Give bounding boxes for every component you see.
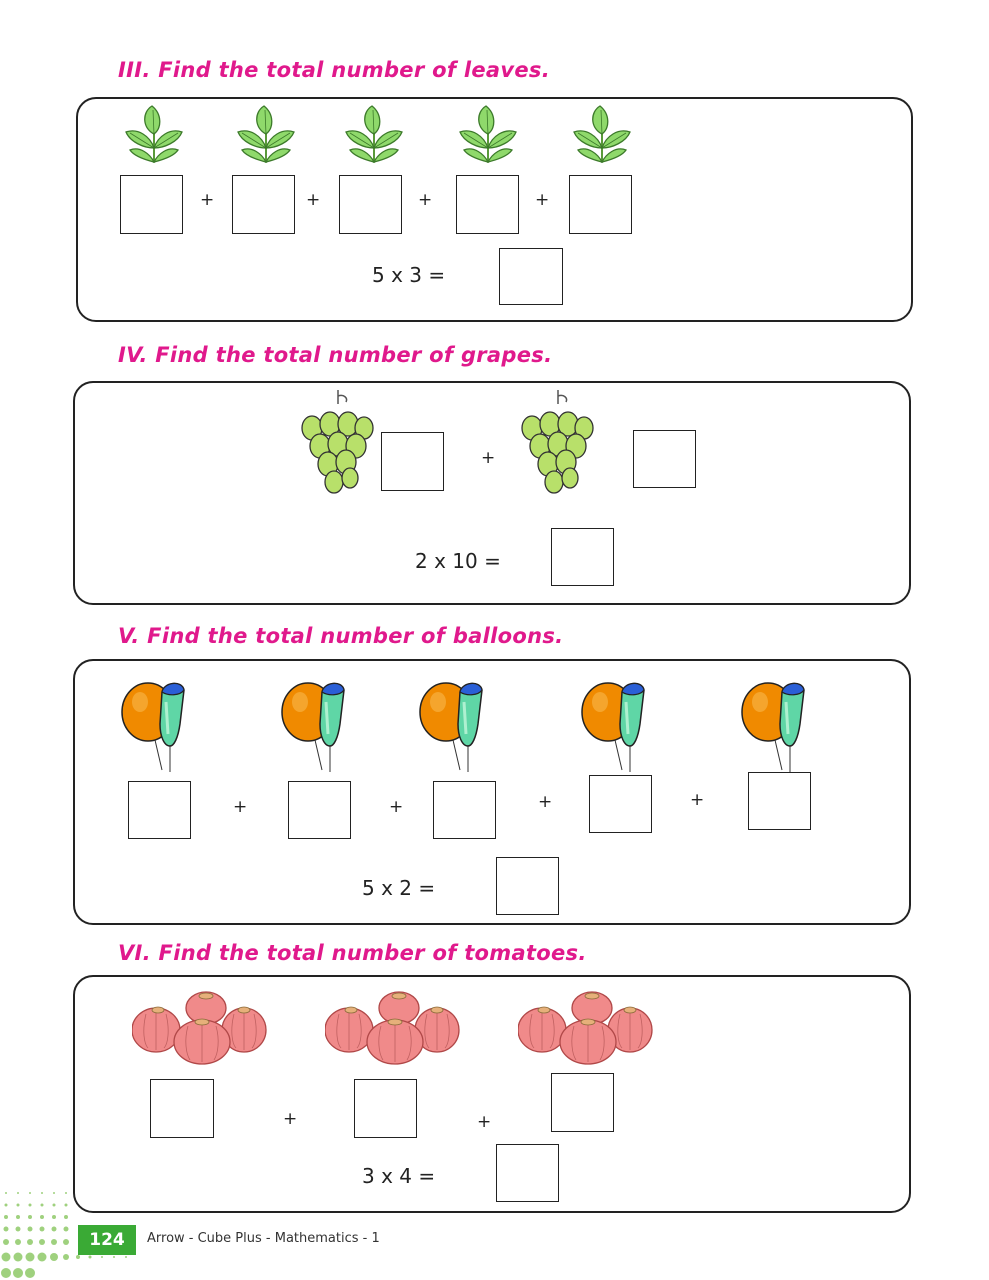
plus-sign: +	[477, 1112, 492, 1132]
equation: 2 x 10 =	[415, 549, 501, 573]
section-heading-balloons: V. Find the total number of balloons.	[118, 624, 564, 648]
leaf-sprig-icon	[458, 104, 518, 164]
plus-sign: +	[306, 190, 321, 210]
answer-box[interactable]	[456, 175, 519, 234]
result-box[interactable]	[551, 528, 614, 586]
leaf-sprig-icon	[344, 104, 404, 164]
tomato-pile-icon	[325, 990, 465, 1068]
book-title: Arrow - Cube Plus - Mathematics - 1	[147, 1231, 380, 1246]
page-number: 124	[78, 1225, 136, 1255]
answer-box[interactable]	[551, 1073, 614, 1132]
leaf-sprig-icon	[572, 104, 632, 164]
answer-box[interactable]	[232, 175, 295, 234]
tomato-pile-icon	[518, 990, 658, 1068]
answer-box[interactable]	[748, 772, 811, 830]
leaf-sprig-icon	[124, 104, 184, 164]
plus-sign: +	[233, 797, 248, 817]
plus-sign: +	[389, 797, 404, 817]
answer-box[interactable]	[633, 430, 696, 488]
answer-box[interactable]	[339, 175, 402, 234]
balloon-pair-icon	[580, 680, 650, 775]
grape-bunch-icon	[520, 388, 600, 508]
answer-box[interactable]	[433, 781, 496, 839]
answer-box[interactable]	[569, 175, 632, 234]
answer-box[interactable]	[120, 175, 183, 234]
answer-box[interactable]	[381, 432, 444, 491]
answer-box[interactable]	[589, 775, 652, 833]
plus-sign: +	[418, 190, 433, 210]
plus-sign: +	[690, 790, 705, 810]
answer-box[interactable]	[288, 781, 351, 839]
balloon-pair-icon	[280, 680, 350, 775]
answer-box[interactable]	[354, 1079, 417, 1138]
plus-sign: +	[283, 1109, 298, 1129]
leaf-sprig-icon	[236, 104, 296, 164]
result-box[interactable]	[496, 1144, 559, 1202]
equation: 3 x 4 =	[362, 1164, 436, 1188]
balloon-pair-icon	[120, 680, 190, 775]
answer-box[interactable]	[128, 781, 191, 839]
balloon-pair-icon	[740, 680, 810, 775]
grape-bunch-icon	[300, 388, 380, 508]
tomato-pile-icon	[132, 990, 272, 1068]
balloon-pair-icon	[418, 680, 488, 775]
section-heading-leaves: III. Find the total number of leaves.	[118, 58, 551, 82]
result-box[interactable]	[496, 857, 559, 915]
plus-sign: +	[200, 190, 215, 210]
answer-box[interactable]	[150, 1079, 214, 1138]
plus-sign: +	[535, 190, 550, 210]
plus-sign: +	[481, 448, 496, 468]
result-box[interactable]	[499, 248, 563, 305]
equation: 5 x 2 =	[362, 876, 436, 900]
section-heading-grapes: IV. Find the total number of grapes.	[118, 343, 553, 367]
section-heading-tomatoes: VI. Find the total number of tomatoes.	[118, 941, 587, 965]
plus-sign: +	[538, 792, 553, 812]
equation: 5 x 3 =	[372, 263, 446, 287]
